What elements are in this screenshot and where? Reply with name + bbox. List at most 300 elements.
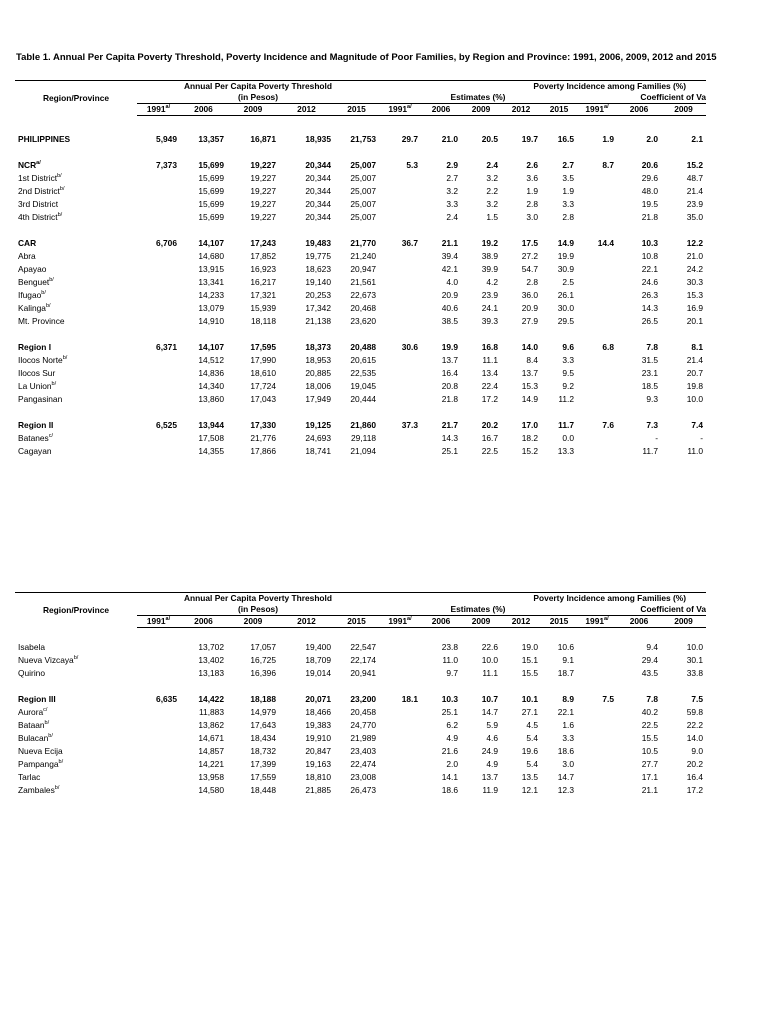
table-cell: 14,107 [198,342,224,352]
table-cell [137,719,180,732]
table-cell: 10.6 [557,642,575,652]
table-cell: 19,163 [305,759,331,769]
table-cell: 48.7 [686,173,704,183]
year-header: 2009 [461,616,501,628]
table-cell: 6.2 [446,720,459,730]
year-header: 2015 [334,104,379,116]
province-row [15,302,752,315]
province-row [15,172,752,185]
table-cell: 22.5 [641,720,659,730]
table-cell: 13,341 [198,277,224,287]
table-cell: 20.7 [686,368,704,378]
table-cell: 9.5 [562,368,575,378]
table-cell: 18,623 [305,264,331,274]
table-cell: 37.3 [401,420,419,430]
table-cell: 24.2 [686,264,704,274]
table-cell: 2.9 [446,160,459,170]
table-cell [379,784,421,797]
table-cell: 15,699 [198,160,224,170]
province-row [15,315,752,328]
table-cell: 9.7 [446,668,459,678]
table-cell: 20,344 [305,186,331,196]
footnote-marker: c/ [43,707,48,714]
table-cell: 20,468 [350,303,377,313]
table-cell: 29.4 [641,655,659,665]
province-row [15,771,752,784]
year-header: 2009 [661,104,706,116]
region-province-name: Apayao [18,264,47,274]
table-cell: 15.5 [641,733,659,743]
table-cell: 23.9 [481,290,499,300]
province-row [15,211,752,224]
table-cell: 3.2 [446,186,459,196]
table-cell: 10.1 [521,694,539,704]
table-cell: 15.3 [521,381,539,391]
table-cell: 17.2 [481,394,499,404]
table-cell [137,758,180,771]
year-header: 2015 [541,104,577,116]
table-cell: 18,118 [251,316,276,326]
table-cell [577,302,617,315]
table-cell: 18.6 [557,746,575,756]
footnote-marker: b/ [57,212,63,219]
estimates-header: Estimates (%) [450,92,506,102]
table-cell: 19,125 [305,420,331,430]
table-cell: 39.3 [481,316,499,326]
table-cell: 6.8 [602,342,615,352]
footnote-marker: c/ [48,433,54,440]
table-cell [379,211,421,224]
table-cell: 11.0 [442,655,459,665]
table-cell: 20,615 [350,355,377,365]
poverty-table-part-2 [15,592,752,797]
table-cell: 20,885 [305,368,331,378]
table-cell: 21,561 [350,277,377,287]
table-cell: 7.8 [646,694,659,704]
coefficient-of-variation-header: Coefficient of Va [640,92,707,102]
table-cell: 29.5 [557,316,575,326]
province-row [15,276,752,289]
table-cell: 3.6 [526,173,539,183]
table-cell: 14,512 [198,355,224,365]
table-cell: 18.5 [641,381,659,391]
table-cell [379,263,421,276]
table-cell: 27.2 [521,251,539,261]
table-cell [379,185,421,198]
table-cell: 20,947 [350,264,377,274]
table-cell: 13.4 [481,368,499,378]
spacer-row [15,224,752,237]
table-1-continued [15,592,752,830]
table-cell: 14,233 [198,290,224,300]
table-cell: 20.2 [481,420,499,430]
footnote-marker: a/ [165,616,171,623]
table-cell: 22.5 [481,446,499,456]
table-1-top [15,80,752,520]
table-cell: 19.5 [641,199,659,209]
year-header: 2015 [541,616,577,628]
region-province-name: Cagayan [18,446,52,456]
table-cell [577,706,617,719]
table-cell: 4.9 [446,733,459,743]
poverty-incidence-header: Poverty Incidence among Families (%) [379,81,706,93]
table-cell: 19.7 [521,134,539,144]
table-cell [137,198,180,211]
table-cell [577,198,617,211]
table-cell: 14,680 [198,251,224,261]
table-cell [577,784,617,797]
region-province-name: La Union$^{b/}$ [18,381,57,391]
table-cell: 10.0 [686,642,704,652]
table-cell: 7.4 [691,420,704,430]
table-cell [379,745,421,758]
table-cell: 4.2 [486,277,499,287]
table-cell: 4.6 [486,733,499,743]
table-cell: 3.3 [562,355,575,365]
province-row [15,732,752,745]
region-province-name: Mt. Province [18,316,65,326]
table-cell: 20.6 [641,160,659,170]
table-cell: 24.9 [481,746,499,756]
province-row [15,445,752,458]
table-cell [577,380,617,393]
table-cell: 20,071 [305,694,331,704]
table-cell: 6,525 [156,420,177,430]
table-cell: 9.4 [646,642,659,652]
year-header: $1991^{a/}$ [379,616,421,628]
table-cell: 14,107 [198,238,224,248]
table-cell: 11.2 [558,394,575,404]
table-cell: 22.1 [557,707,575,717]
table-cell: 19,775 [305,251,331,261]
region-province-name: Isabela [18,642,46,652]
region-province-name: 4th District$^{b/}$ [18,212,63,222]
table-cell: 3.3 [562,199,575,209]
table-cell: 42.1 [441,264,459,274]
table-cell [137,432,180,445]
table-cell [137,706,180,719]
table-cell: 21.4 [686,355,704,365]
table-cell: 19,910 [305,733,331,743]
coefficient-of-variation-header: Coefficient of Va [640,604,707,614]
table-cell: 13.7 [521,368,539,378]
table-cell: 10.0 [686,394,704,404]
table-cell: 16,396 [250,668,276,678]
table-cell: 25,007 [350,199,377,209]
table-cell: 18,448 [250,785,276,795]
table-cell [577,354,617,367]
table-cell: 21,860 [350,420,377,430]
footnote-marker: a/ [407,104,412,111]
table-cell [137,784,180,797]
table-cell: 21.7 [441,420,459,430]
region-province-name: CAR [18,238,37,248]
table-cell: 2.6 [526,160,539,170]
region-row [15,237,752,250]
province-row [15,367,752,380]
region-province-name: Aurora$^{c/}$ [18,707,48,717]
table-cell: 40.2 [641,707,659,717]
table-cell [379,172,421,185]
table-cell: 18.7 [557,668,575,678]
table-cell [379,719,421,732]
table-cell: 13.5 [521,772,539,782]
table-cell: 23,008 [350,772,377,782]
table-cell [577,641,617,654]
region-province-name: Bataan$^{b/}$ [18,720,50,730]
table-cell: 48.0 [641,186,659,196]
table-cell: 17,057 [250,642,276,652]
table-cell [577,719,617,732]
table-cell: 3.3 [562,733,575,743]
poverty-threshold-header: Annual Per Capita Poverty Threshold (in Pesos) [137,593,379,616]
table-cell [379,380,421,393]
table-cell [137,354,180,367]
table-cell [379,641,421,654]
table-cell [137,263,180,276]
table-cell [137,211,180,224]
region-province-name: Kalinga$^{b/}$ [18,303,51,313]
table-cell: 10.3 [641,238,659,248]
table-cell: 24.6 [641,277,659,287]
table-cell: 17,342 [305,303,331,313]
table-cell [379,432,421,445]
table-cell: 2.7 [446,173,459,183]
table-cell: 3.2 [486,173,499,183]
table-cell: 7.5 [691,694,704,704]
table-cell: 36.0 [521,290,539,300]
table-cell: 24,693 [305,433,331,443]
table-cell: 39.9 [481,264,499,274]
table-cell: 12.1 [521,785,539,795]
table-cell: 21,989 [350,733,377,743]
table-cell: 21.0 [686,251,704,261]
province-row [15,198,752,211]
table-cell: 20,458 [350,707,377,717]
table-cell: 2.0 [446,759,459,769]
table-cell: 17.1 [641,772,659,782]
table-cell: 13.7 [441,355,459,365]
table-cell: 2.8 [562,212,575,222]
table-cell: 14.7 [557,772,575,782]
province-row [15,263,752,276]
table-cell: 17.2 [686,785,704,795]
table-cell: 13,079 [198,303,224,313]
table-cell: 30.0 [557,303,575,313]
table-cell: 16,871 [250,134,276,144]
table-cell: 19,140 [305,277,331,287]
table-cell: 4.0 [446,277,459,287]
table-cell: 26,473 [350,785,377,795]
table-cell: 9.0 [691,746,704,756]
table-cell: 13,915 [198,264,224,274]
year-header: 2006 [421,104,461,116]
table-cell: 25,007 [350,160,377,170]
table-cell: 3.5 [562,173,575,183]
year-header: 2009 [661,616,706,628]
footnote-marker: a/ [604,616,609,623]
table-cell: 19.0 [521,642,539,652]
footnote-marker: a/ [604,104,609,111]
footnote-marker: a/ [165,104,171,111]
table-cell: 19,014 [305,668,331,678]
region-row [15,341,752,354]
table-cell: 25,007 [350,173,377,183]
table-cell: 23.1 [641,368,659,378]
table-cell: - [700,433,704,443]
table-cell: 0.0 [562,433,575,443]
table-cell [137,745,180,758]
table-cell: 11.7 [642,446,659,456]
table-cell: 13.7 [481,772,499,782]
table-cell: 8.7 [602,160,615,170]
table-cell [379,198,421,211]
region-province-name: Region II [18,420,54,430]
table-cell: 18,188 [250,694,276,704]
table-cell: 1.5 [486,212,499,222]
table-cell: 14.3 [641,303,659,313]
table-cell: 21.1 [641,785,659,795]
region-province-name: $NCR^{a/}$ [18,160,41,170]
table-cell: 19,227 [250,160,276,170]
table-cell: 11.7 [558,420,575,430]
table-cell: 10.3 [441,694,459,704]
table-cell [379,771,421,784]
table-cell: 17.0 [521,420,539,430]
region-province-name: Pangasinan [18,394,63,404]
table-cell: 22.6 [481,642,499,652]
table-cell: 36.7 [401,238,419,248]
table-cell [137,302,180,315]
table-cell: 35.0 [686,212,704,222]
table-cell: 17,990 [250,355,276,365]
table-cell: 21.0 [441,134,459,144]
table-cell: 16.4 [686,772,704,782]
region-province-name: Nueva Ecija [18,746,63,756]
table-cell: 25,007 [350,186,377,196]
table-cell: 20,253 [305,290,331,300]
table-cell: 14.0 [521,342,539,352]
table-cell [379,302,421,315]
table-cell: 18,732 [250,746,276,756]
table-cell: 17,399 [250,759,276,769]
table-cell: 18.1 [401,694,419,704]
region-province-name: 2nd District$^{b/}$ [18,186,65,196]
table-cell: 15,939 [250,303,276,313]
table-cell: 13,357 [198,134,224,144]
table-cell: 11.1 [482,668,499,678]
table-cell: 2.1 [691,134,704,144]
table-cell [379,276,421,289]
table-cell: 10.7 [481,694,499,704]
table-cell: 4.5 [526,720,539,730]
table-cell [137,654,180,667]
table-cell [577,667,617,680]
table-cell: 1.9 [562,186,575,196]
table-cell [379,367,421,380]
region-province-header: Region/Province [15,81,137,116]
table-cell: 14,857 [198,746,224,756]
footnote-marker: b/ [58,759,64,766]
table-cell: 25.1 [441,707,459,717]
year-header: 2012 [501,616,541,628]
table-cell: 15,699 [198,199,224,209]
table-cell: 15.1 [521,655,539,665]
table-cell [577,758,617,771]
table-cell [137,315,180,328]
table-cell: 2.4 [446,212,459,222]
table-cell [137,289,180,302]
year-header: 2009 [461,104,501,116]
table-cell: 14.7 [481,707,499,717]
province-row [15,784,752,797]
table-cell: 19,227 [250,186,276,196]
table-cell: 15.3 [686,290,704,300]
table-cell [379,393,421,406]
table-cell [137,172,180,185]
table-cell: 21,776 [250,433,276,443]
table-cell [379,315,421,328]
table-cell: 20.1 [686,316,704,326]
table-cell: 13,862 [198,720,224,730]
table-cell: 30.1 [686,655,704,665]
table-cell: 20,344 [305,173,331,183]
table-cell: 5,949 [156,134,177,144]
table-cell: 2.0 [646,134,659,144]
table-cell [379,250,421,263]
year-header: 2015 [334,616,379,628]
province-row [15,719,752,732]
table-cell: 22.2 [686,720,704,730]
table-cell: 5.4 [526,733,539,743]
table-cell [577,289,617,302]
province-row [15,432,752,445]
table-cell: 14,836 [198,368,224,378]
table-cell: 19.2 [481,238,499,248]
footnote-marker: b/ [48,733,53,740]
table-cell [379,445,421,458]
footnote-marker: b/ [51,381,57,388]
table-cell: 20,488 [350,342,377,352]
table-cell: 21,138 [305,316,331,326]
table-cell: 11,883 [199,707,224,717]
table-cell: 19,483 [305,238,331,248]
table-cell: 18,953 [305,355,331,365]
table-cell: 15,699 [198,173,224,183]
poverty-incidence-header: Poverty Incidence among Families (%) [379,593,706,605]
table-cell: 17,949 [305,394,331,404]
table-cell [137,667,180,680]
table-cell: 21,753 [350,134,377,144]
table-cell: 16,217 [250,277,276,287]
table-cell: 17,595 [250,342,276,352]
table-cell: 5.4 [526,759,539,769]
table-cell: 14,422 [198,694,224,704]
table-cell: 12.2 [686,238,704,248]
poverty-table-part-1 [15,80,752,458]
table-cell: 54.7 [521,264,539,274]
table-cell: 21,240 [350,251,377,261]
table-cell: 29.7 [401,134,419,144]
table-cell: 16,923 [250,264,276,274]
table-cell: 22.4 [481,381,499,391]
table-cell: 18,434 [250,733,276,743]
table-cell: 2.5 [562,277,575,287]
year-header: 2006 [421,616,461,628]
table-cell [379,654,421,667]
table-cell: 21.1 [441,238,459,248]
table-cell [577,263,617,276]
